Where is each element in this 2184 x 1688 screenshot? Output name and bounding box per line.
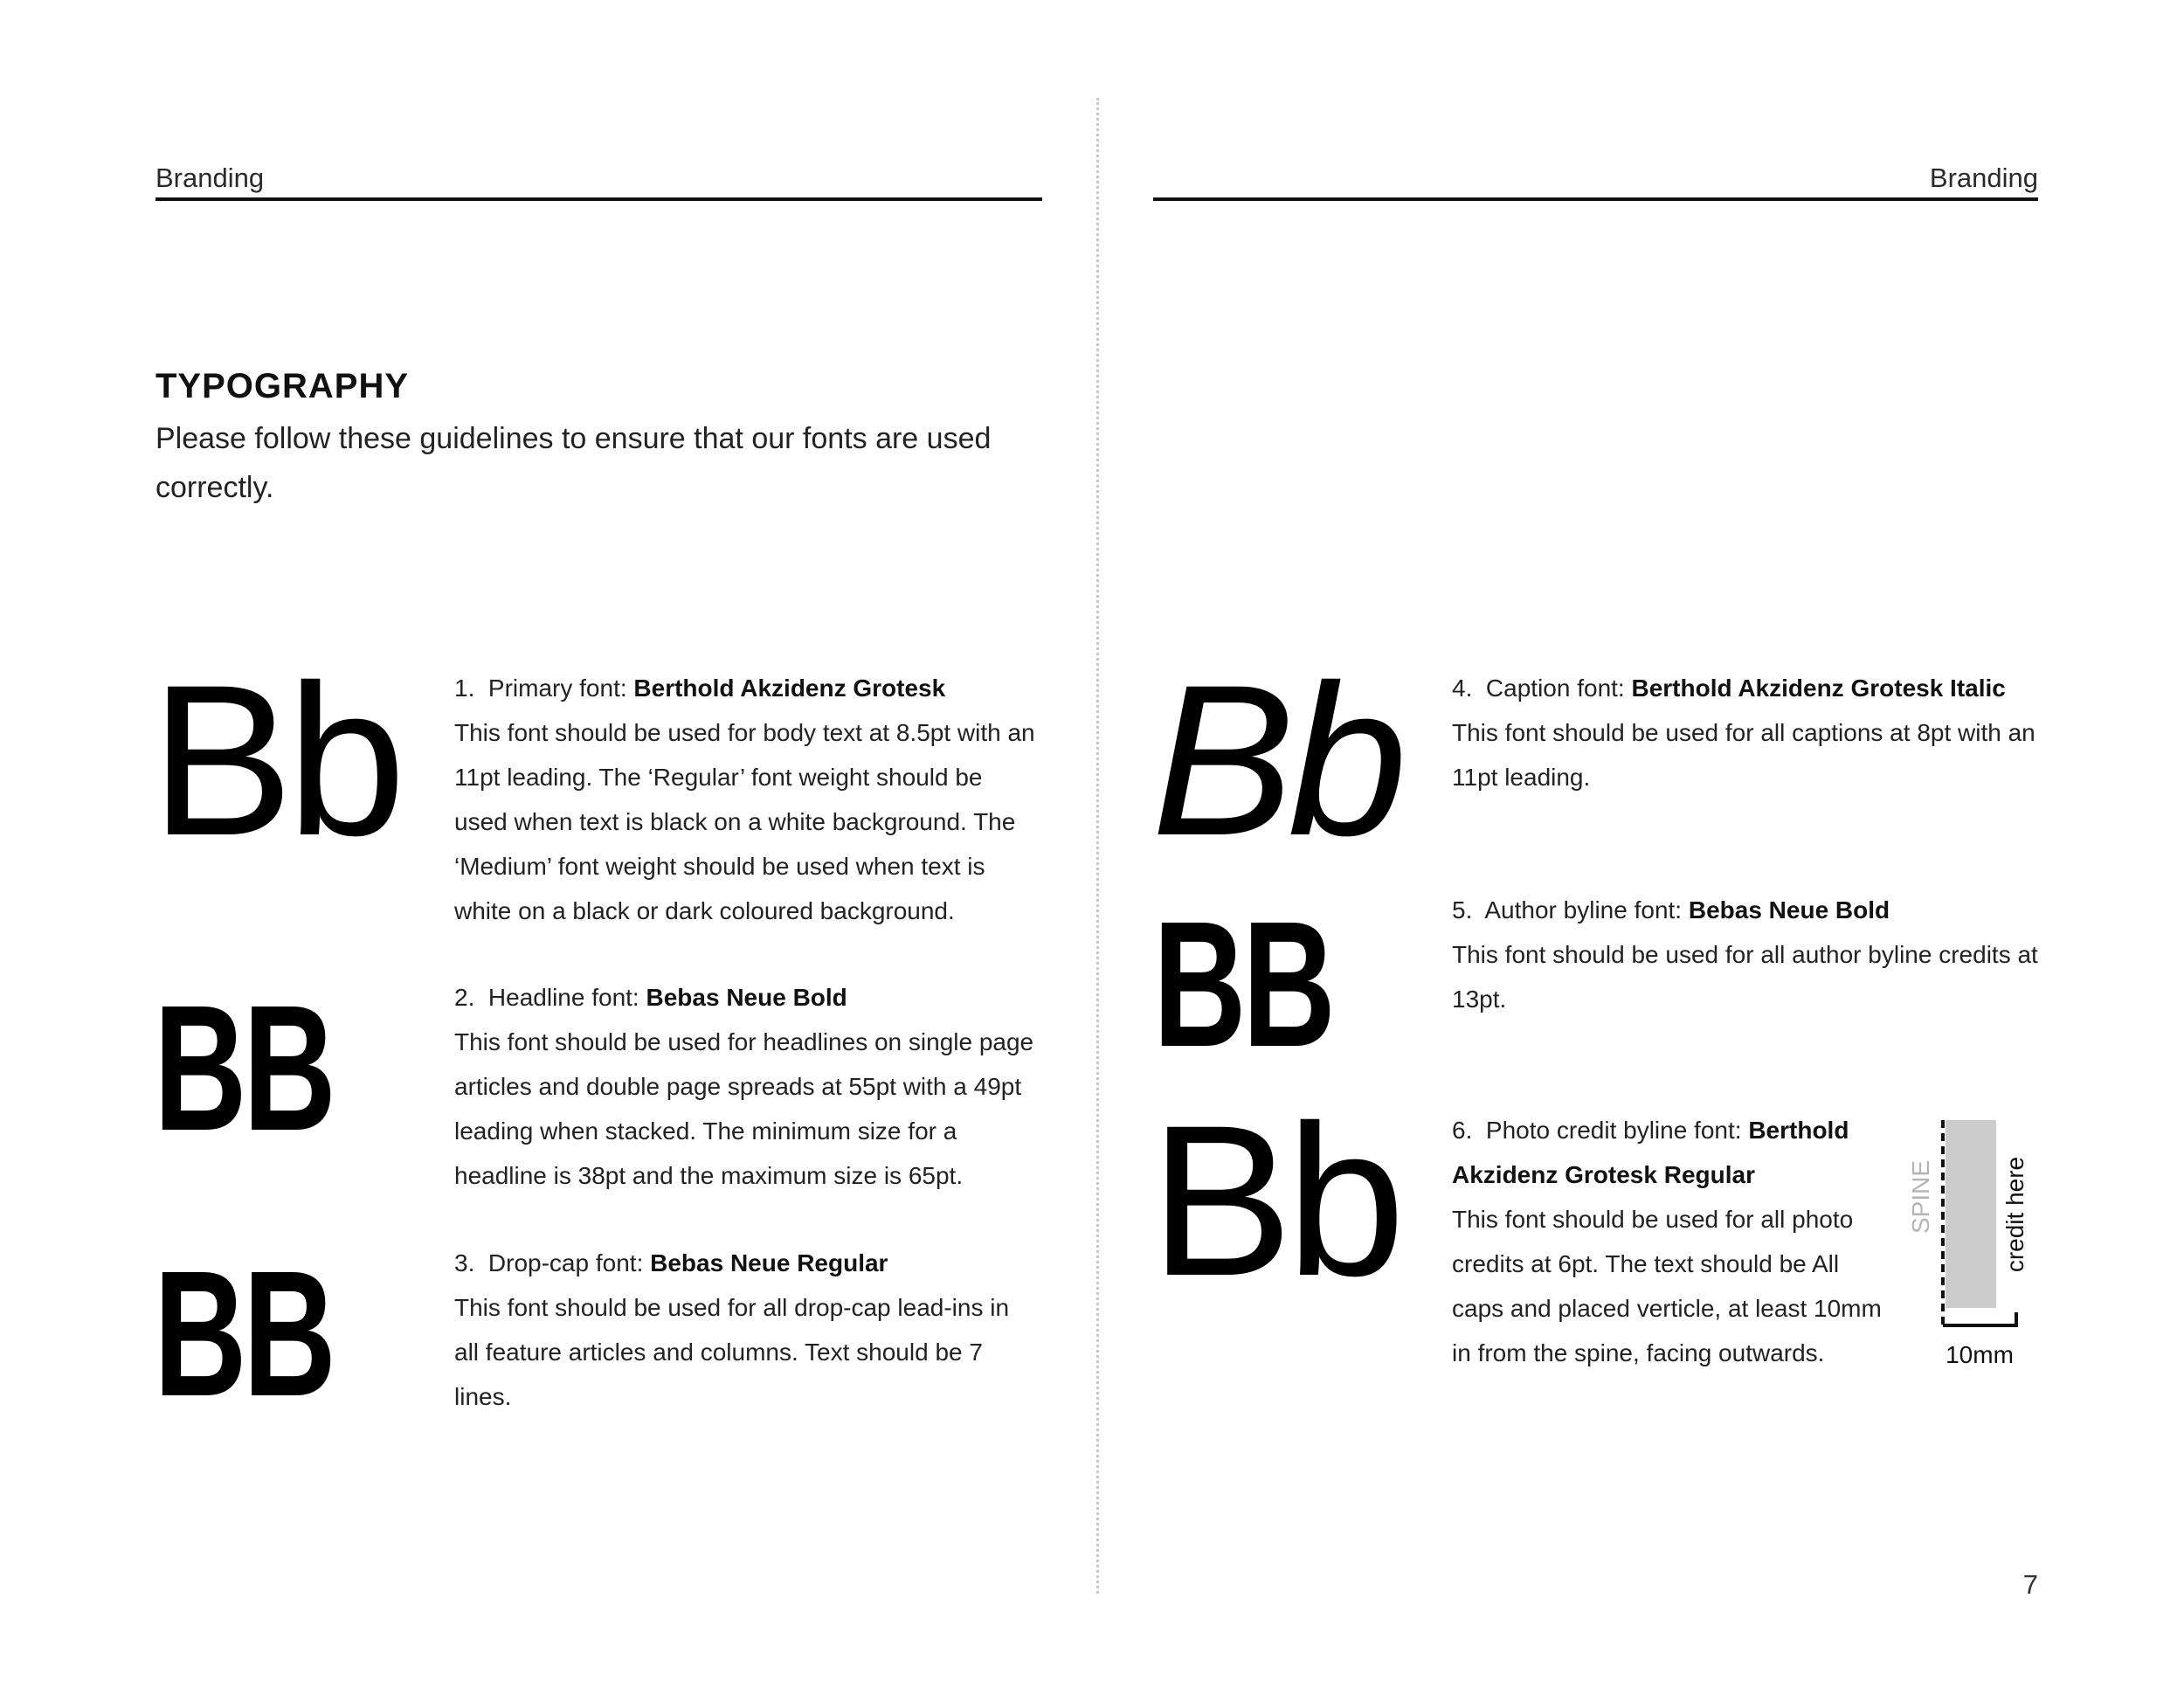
spec-number: 3.	[454, 1249, 475, 1276]
spec-font-name: Bebas Neue Bold	[646, 984, 847, 1011]
spec-number: 1.	[454, 675, 475, 702]
font-spec-dropcap	[454, 1241, 1031, 1419]
spec-role: Drop-cap font:	[487, 1249, 644, 1276]
spine-label: SPINE	[1907, 1159, 1934, 1235]
page-number: 7	[2022, 1569, 2038, 1600]
spec-number: 2.	[454, 984, 475, 1011]
spec-number: 4.	[1452, 675, 1473, 702]
font-sample-primary: Bb	[150, 640, 399, 881]
section-title: TYPOGRAPHY	[156, 367, 410, 405]
spec-role: Primary font:	[487, 675, 627, 702]
spec-description: This font should be used for all captions at 8pt with an 11pt leading.	[1452, 719, 2035, 791]
font-spec-byline	[1452, 888, 2046, 1021]
spec-font-name: Berthold Akzidenz Grotesk Regular	[1452, 1117, 1849, 1188]
spec-font-name: Berthold Akzidenz Grotesk	[633, 675, 946, 702]
spec-number: 5.	[1452, 896, 1473, 924]
spec-role: Headline font:	[487, 984, 639, 1011]
font-sample-photo-credit: Bb	[1150, 1081, 1399, 1321]
running-head-left: Branding	[156, 163, 265, 193]
spec-role: Photo credit byline font:	[1485, 1117, 1742, 1144]
credit-label: credit here	[2001, 1156, 2028, 1273]
intro-text: Please follow these guidelines to ensure that our fonts are used correctly.	[156, 422, 992, 504]
spec-description: This font should be used for all drop-cap lead-ins in all feature articles and columns. Text should be 7 lines.	[454, 1294, 1010, 1410]
spec-role: Caption font:	[1485, 675, 1625, 702]
font-sample-byline: BB	[1153, 884, 1332, 1084]
photo-area-rect	[1946, 1120, 1996, 1308]
spec-role: Author byline font:	[1484, 896, 1683, 924]
spec-description: This font should be used for body text at 8.5pt with an 11pt leading. The ‘Regular’ font weight should be used when text is black on a white background. The ‘Medium’ font weight should be used when text is white on a black or dark coloured background.	[454, 719, 1035, 924]
font-sample-caption: Bb	[1151, 640, 1400, 881]
page-fold-divider	[1096, 98, 1099, 1594]
spec-description: This font should be used for headlines on single page articles and double page spreads at 55pt with a 49pt leading when stacked. The minimum size for a headline is 38pt and the maximum size is 65pt.	[454, 1028, 1034, 1189]
font-sample-dropcap: BB	[154, 1234, 333, 1434]
photo-credit-diagram	[1904, 1110, 2044, 1372]
spec-description: This font should be used for all author byline credits at 13pt.	[1452, 941, 2038, 1013]
spec-number: 6.	[1452, 1117, 1473, 1144]
spec-font-name: Bebas Neue Bold	[1688, 896, 1890, 924]
font-spec-primary	[454, 666, 1040, 933]
header-rule-left	[156, 197, 1042, 201]
measure-label: 10mm	[1946, 1341, 2014, 1368]
spec-description: This font should be used for all photo credits at 6pt. The text should be All caps and placed verticle, at least 10mm in from the spine, facing outwards.	[1452, 1206, 1882, 1366]
running-head-right: Branding	[1929, 163, 2038, 193]
font-spec-headline	[454, 975, 1040, 1198]
font-spec-caption	[1452, 666, 2046, 799]
font-sample-headline: BB	[154, 968, 333, 1168]
spec-font-name: Bebas Neue Regular	[650, 1249, 888, 1276]
font-spec-photo-credit	[1452, 1108, 1889, 1375]
header-rule-right	[1153, 197, 2038, 201]
spec-font-name: Berthold Akzidenz Grotesk Italic	[1631, 675, 2006, 702]
